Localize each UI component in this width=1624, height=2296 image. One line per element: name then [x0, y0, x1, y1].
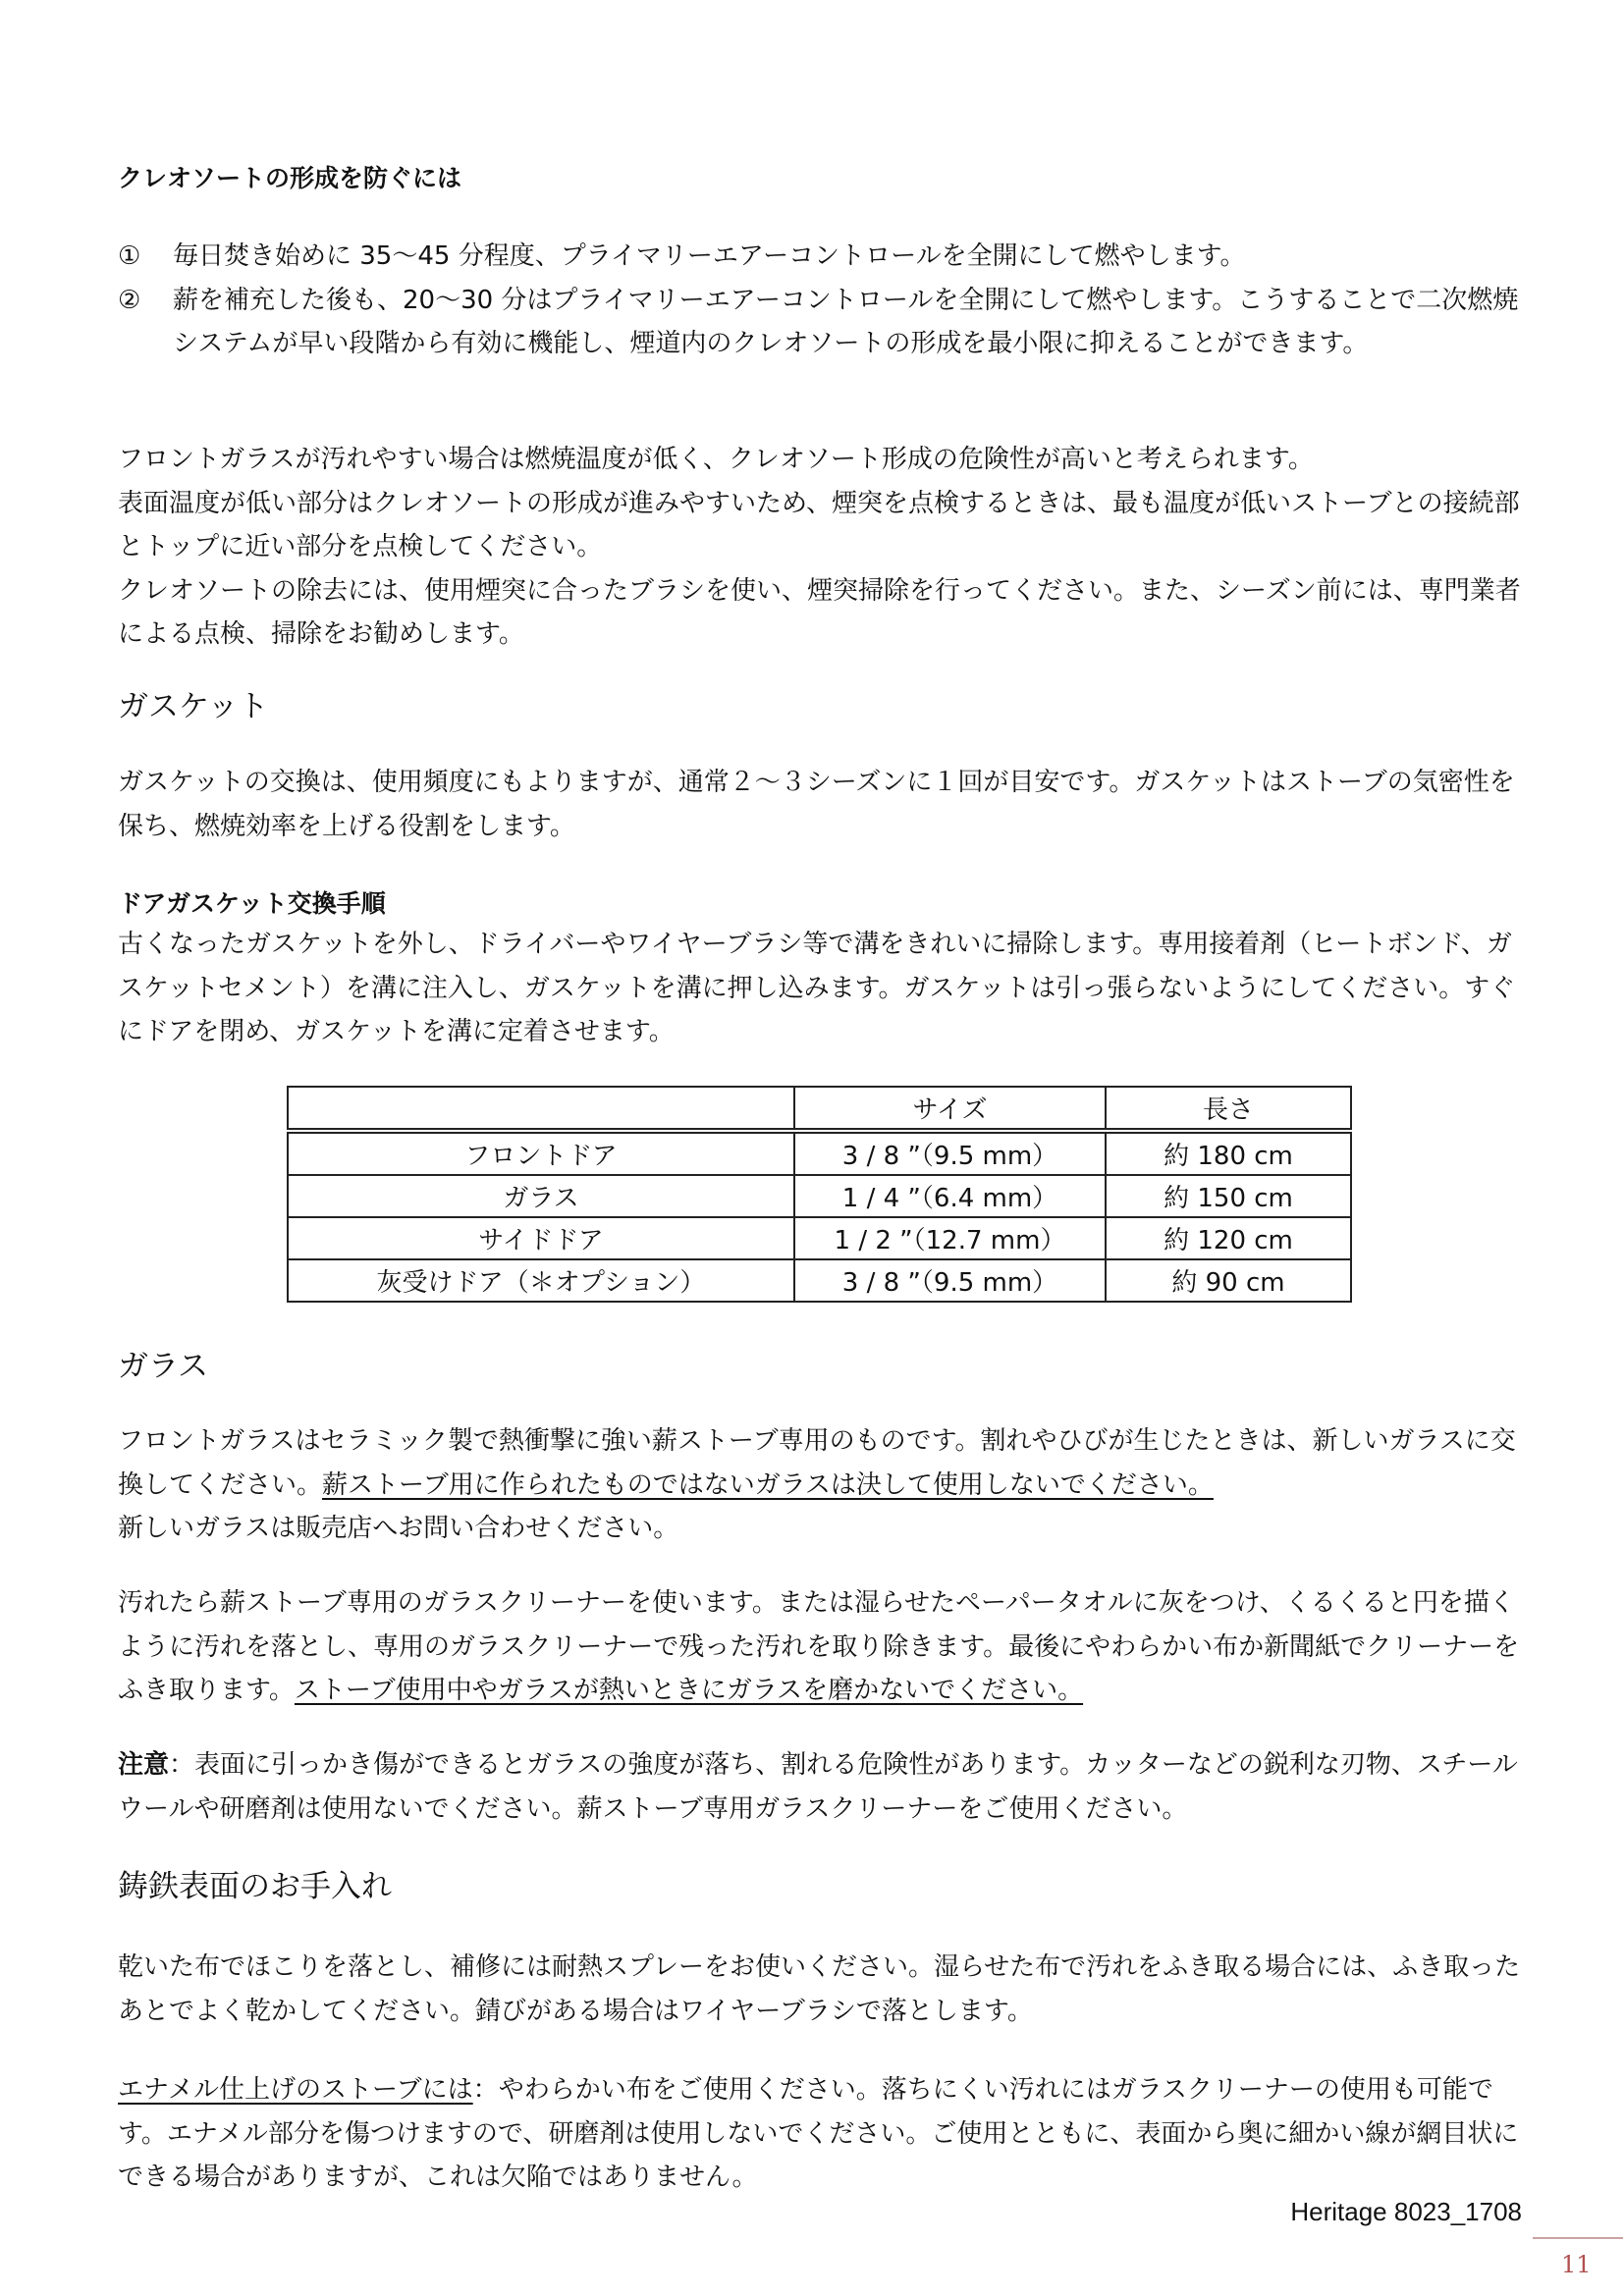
- table-cell: サイドドア: [288, 1217, 794, 1259]
- table-cell: 灰受けドア（＊オプション）: [288, 1259, 794, 1302]
- door-gasket-heading: ドアガスケット交換手順: [118, 889, 386, 918]
- table-header-row: [288, 1087, 1351, 1131]
- paragraph: クレオソートの除去には、使用煙突に合ったブラシを使い、煙突掃除を行ってください。また、シーズン前には、専門業者による点検、掃除をお勧めします。: [118, 575, 1521, 649]
- table-cell: 約 150 cm: [1106, 1175, 1351, 1217]
- text: フロントガラスはセラミック製で熱衝撃に強い薪ストーブ専用のものです。割れやひびが生じたときは、新しいガラスに交換してください。: [118, 1426, 1516, 1500]
- table-header-cell: [288, 1087, 794, 1131]
- list-item: [118, 235, 1522, 279]
- footer-model-number: Heritage 8023_1708: [1290, 2197, 1522, 2226]
- table-cell: 3 / 8 ”（9.5 mm）: [794, 1259, 1106, 1302]
- table-header-cell: 長さ: [1106, 1087, 1351, 1131]
- note-separator: ：: [169, 1750, 195, 1780]
- table-row: [288, 1259, 1351, 1302]
- table-header-cell: サイズ: [794, 1087, 1106, 1131]
- table-cell: 1 / 2 ”（12.7 mm）: [794, 1217, 1106, 1259]
- door-gasket-paragraph: 古くなったガスケットを外し、ドライバーやワイヤーブラシ等で溝をきれいに掃除します。専用接着剤（ヒートボンド、ガスケットセメント）を溝に注入し、ガスケットを溝に押し込みます。ガスケットは引っ張らないようにしてください。すぐにドアを閉め、ガスケットを溝に定着させます。: [118, 930, 1516, 1046]
- glass-paragraph-1: [118, 1419, 1522, 1551]
- list-number: ①: [118, 241, 141, 271]
- enamel-label: エナメル仕上げのストーブには: [118, 2075, 473, 2105]
- table-cell: ガラス: [288, 1175, 794, 1217]
- table-row: [288, 1217, 1351, 1259]
- note-label: 注意: [118, 1750, 170, 1780]
- underlined-warning: 薪ストーブ用に作られたものではないガラスは決して使用しないでください。: [322, 1469, 1214, 1500]
- gasket-paragraph: ガスケットの交換は、使用頻度にもよりますが、通常２〜３シーズンに１回が目安です。ガスケットはストーブの気密性を保ち、燃焼効率を上げる役割をします。: [118, 768, 1515, 841]
- paragraph: フロントガラスが汚れやすい場合は燃焼温度が低く、クレオソート形成の危険性が高いと考えられます。: [118, 445, 1314, 474]
- glass-paragraph-2: [118, 1581, 1530, 1713]
- list-text: 毎日焚き始めに 35〜45 分程度、プライマリーエアーコントロールを全開にして燃やします。: [173, 241, 1246, 271]
- section-title-gasket: ガスケット: [118, 689, 269, 724]
- paragraph: 表面温度が低い部分はクレオソートの形成が進みやすいため、煙突を点検するときは、最も温度が低いストーブとの接続部とトップに近い部分を点検してください。: [118, 488, 1520, 561]
- list-text: 薪を補充した後も、20〜30 分はプライマリーエアーコントロールを全開にして燃やします。こうすることで二次燃焼システムが早い段階から有効に機能し、煙道内のクレオソートの形成を最小限に抑えることができます。: [173, 285, 1519, 358]
- table-cell: フロントドア: [288, 1131, 794, 1175]
- table-cell: 3 / 8 ”（9.5 mm）: [794, 1131, 1106, 1175]
- glass-note: [118, 1743, 1522, 1831]
- cast-iron-paragraph: 乾いた布でほこりを落とし、補修には耐熱スプレーをお使いください。湿らせた布で汚れをふき取る場合には、ふき取ったあとでよく乾かしてください。錆びがある場合はワイヤーブラシで落とします。: [118, 1952, 1521, 2026]
- creosote-paragraphs: [118, 438, 1522, 657]
- creosote-list: [118, 235, 1522, 366]
- text: 汚れたら薪ストーブ専用のガラスクリーナーを使います。または湿らせたペーパータオルに灰をつけ、くるくると円を描くように汚れを落とし、専用のガラスクリーナーで残った汚れを取り除きます。最後にやわらかい布か新聞紙でクリーナーをふき取ります。: [118, 1588, 1520, 1705]
- gasket-size-table: [287, 1086, 1352, 1303]
- table-cell: 1 / 4 ”（6.4 mm）: [794, 1175, 1106, 1217]
- enamel-text: やわらかい布をご使用ください。落ちにくい汚れにはガラスクリーナーの使用も可能です。エナメル部分を傷つけますので、研磨剤は使用しないでください。ご使用とともに、表面から奥に細かい線が網目状にできる場合がありますが、これは欠陥ではありません。: [118, 2075, 1519, 2192]
- enamel-separator: ：: [472, 2075, 499, 2105]
- table-cell: 約 90 cm: [1106, 1259, 1351, 1302]
- list-item: [118, 279, 1522, 366]
- text: 新しいガラスは販売店へお問い合わせください。: [118, 1514, 679, 1543]
- underlined-warning: ストーブ使用中やガラスが熱いときにガラスを磨かないでください。: [294, 1676, 1084, 1705]
- section-title-cast-iron: 鋳鉄表面のお手入れ: [118, 1869, 392, 1904]
- table-row: [288, 1131, 1351, 1175]
- table-row: [288, 1175, 1351, 1217]
- table-cell: 約 180 cm: [1106, 1131, 1351, 1175]
- table-cell: 約 120 cm: [1106, 1217, 1351, 1259]
- creosote-heading: クレオソートの形成を防ぐには: [118, 164, 462, 192]
- enamel-paragraph: [118, 2068, 1522, 2200]
- list-number: ②: [118, 285, 141, 315]
- footer-divider: [1533, 2237, 1623, 2239]
- note-text: 表面に引っかき傷ができるとガラスの強度が落ち、割れる危険性があります。カッターなどの鋭利な刃物、スチールウールや研磨剤は使用ないでください。薪ストーブ専用ガラスクリーナーをご使用ください。: [118, 1750, 1518, 1824]
- section-title-glass: ガラス: [118, 1349, 209, 1384]
- page-number: 11: [1561, 2251, 1592, 2278]
